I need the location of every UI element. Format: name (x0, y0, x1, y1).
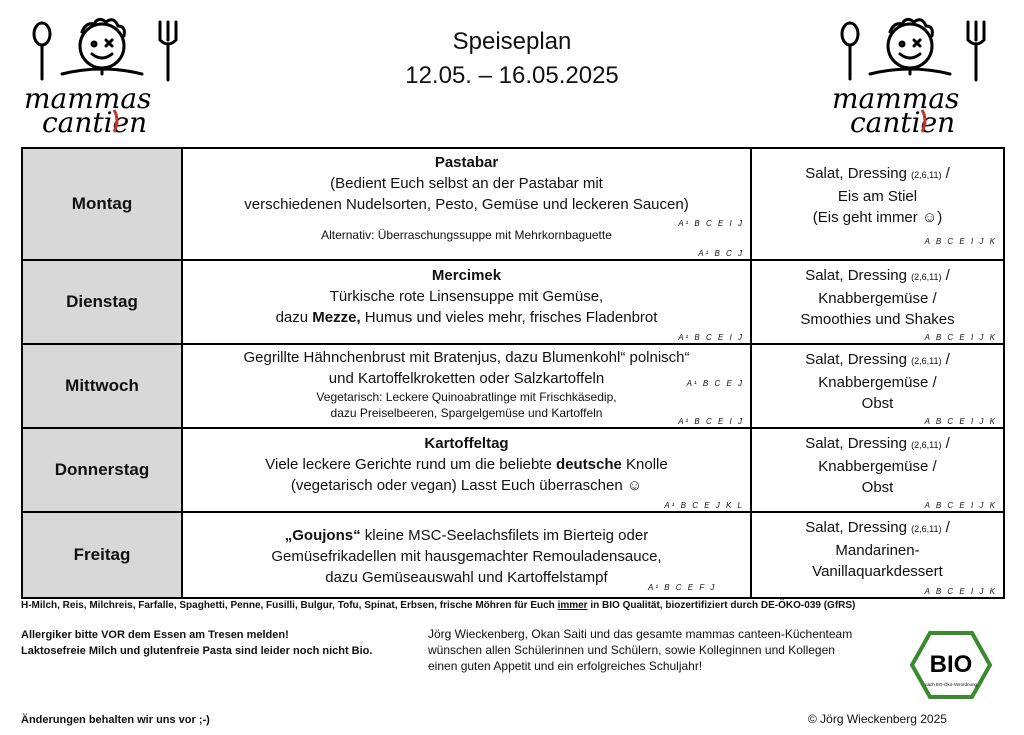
copyright: © Jörg Wieckenberg 2025 (808, 712, 947, 726)
day-label: Dienstag (22, 260, 182, 344)
side-line: Mandarinen- (835, 542, 920, 559)
side-line: Eis am Stiel (837, 188, 918, 205)
allergy-note: Allergiker bitte VOR dem Essen am Tresen melden! Laktosefreie Milch und glutenfreie Pasta sind leider noch nicht Bio. (21, 629, 373, 657)
date-range: 12.05. – 16.05.2025 (405, 62, 619, 89)
table-row (22, 148, 1004, 260)
logo-left (22, 14, 182, 136)
mammas-cantien-logo-icon (22, 14, 182, 136)
additive-codes: (2,6,11) (911, 170, 942, 180)
day-label: Mittwoch (22, 344, 182, 428)
table-row (22, 344, 1004, 428)
side-line: Salat, Dressing (2,6,11) / (805, 519, 950, 536)
svg-text:mammas: mammas (24, 82, 152, 115)
bio-seal (910, 630, 992, 700)
additive-codes: (2,6,11) (911, 440, 942, 450)
main-dish-cell (182, 344, 751, 428)
side-dish-cell (751, 148, 1004, 260)
day-label: Donnerstag (22, 428, 182, 512)
allergen-codes: A¹ B C E J K L (664, 501, 744, 510)
dish-line: Gegrillte Hähnchenbrust mit Bratenjus, dazu Blumenkohl“ polnisch“ (243, 349, 690, 366)
side-line: Vanillaquarkdessert (812, 563, 943, 580)
side-line: Salat, Dressing (2,6,11) / (805, 267, 950, 284)
additive-codes: (2,6,11) (911, 272, 942, 282)
dish-line: (vegetarisch oder vegan) Lasst Euch überraschen ☺ (290, 477, 643, 494)
dish-line: Gemüsefrikadellen mit hausgemachter Remouladensauce, (271, 548, 662, 565)
dish-line: Viele leckere Gerichte rund um die beliebte deutsche Knolle (265, 456, 668, 473)
main-dish-cell (182, 428, 751, 512)
page-title: Speiseplan (452, 28, 572, 55)
allergen-codes: A¹ B C E I J (678, 219, 744, 228)
allergen-codes: A B C E I J K (924, 333, 997, 342)
side-line: Salat, Dressing (2,6,11) / (805, 435, 950, 452)
vegetarian-line: Vegetarisch: Leckere Quinoabratlinge mit Frischkäsedip, (316, 390, 617, 404)
dish-line: verschiedenen Nudelsorten, Pesto, Gemüse und leckeren Saucen) (244, 196, 689, 213)
dish-line: und Kartoffelkroketten oder Salzkartoffeln (328, 370, 605, 387)
menu-table (21, 147, 1005, 599)
side-dish-cell (751, 428, 1004, 512)
side-line: Salat, Dressing (2,6,11) / (805, 351, 950, 368)
svg-text:nach EG-Öko-Verordnung: nach EG-Öko-Verordnung (924, 682, 978, 687)
allergen-codes: A¹ B C E F J (648, 583, 717, 592)
svg-text:cantien: cantien (850, 106, 956, 136)
table-row (22, 428, 1004, 512)
dish-line: Türkische rote Linsensuppe mit Gemüse, (329, 288, 604, 305)
table-row (22, 260, 1004, 344)
day-label: Freitag (22, 512, 182, 598)
mammas-cantien-logo-icon (830, 14, 990, 136)
dish-title: Kartoffeltag (424, 435, 509, 452)
vegetarian-line: dazu Preiselbeeren, Spargelgemüse und Kartoffeln (330, 406, 603, 420)
side-line: Knabbergemüse / (818, 374, 937, 391)
additive-codes: (2,6,11) (911, 356, 942, 366)
side-line: Smoothies und Shakes (800, 311, 955, 328)
alternative-dish: Alternativ: Überraschungssuppe mit Mehrkornbaguette (321, 228, 612, 242)
bio-seal-icon (910, 630, 992, 700)
changes-note: Änderungen behalten wir uns vor ;-) (21, 714, 210, 726)
dish-line: „Goujons“ kleine MSC-Seelachsfilets im Bierteig oder (284, 527, 649, 544)
allergen-codes: A¹ B C J (698, 249, 744, 258)
additive-codes: (2,6,11) (911, 524, 942, 534)
side-line: Obst (861, 479, 894, 496)
main-dish-cell (182, 148, 751, 260)
side-line: Salat, Dressing (2,6,11) / (805, 165, 950, 182)
side-dish-cell (751, 344, 1004, 428)
dish-title: Pastabar (434, 154, 499, 171)
allergen-codes: A B C E I J K (924, 417, 997, 426)
svg-text:cantien: cantien (42, 106, 148, 136)
team-greeting: Jörg Wieckenberg, Okan Saiti und das gesamte mammas canteen-Küchenteam wünschen allen Schülerinnen und Schülern, sowie Kolleginnen und Kollegen einen guten Appetit und ein erfolgreiches Schuljahr! (428, 627, 853, 673)
dish-line: (Bedient Euch selbst an der Pastabar mit (330, 175, 603, 192)
day-label: Montag (22, 148, 182, 260)
side-line: Obst (861, 395, 894, 412)
logo-right (830, 14, 990, 136)
allergen-codes: A B C E I J K (924, 587, 997, 596)
side-dish-cell (751, 512, 1004, 598)
allergen-codes: A¹ B C E J (686, 379, 744, 388)
svg-text:BIO: BIO (929, 651, 973, 678)
side-dish-cell (751, 260, 1004, 344)
side-line: Knabbergemüse / (818, 290, 937, 307)
dish-line: dazu Mezze, Humus und vieles mehr, frisches Fladenbrot (275, 309, 658, 326)
svg-text:mammas: mammas (832, 82, 960, 115)
bio-note: H-Milch, Reis, Milchreis, Farfalle, Spaghetti, Penne, Fusilli, Bulgur, Tofu, Spinat, Erbsen, frische Möhren für Euch immer in BIO Qualität, biozertifiziert durch DE-ÖKO-039 (GfRS) (21, 600, 856, 611)
allergen-codes: A¹ B C E I J (678, 417, 744, 426)
allergen-codes: A B C E I J K (924, 237, 997, 246)
side-line: Knabbergemüse / (818, 458, 937, 475)
dish-title: Mercimek (431, 267, 502, 284)
dish-line: dazu Gemüseauswahl und Kartoffelstampf (325, 569, 608, 586)
side-line: (Eis geht immer ☺) (812, 209, 943, 226)
main-dish-cell (182, 260, 751, 344)
main-dish-cell (182, 512, 751, 598)
allergen-codes: A B C E I J K (924, 501, 997, 510)
table-row (22, 512, 1004, 598)
allergen-codes: A¹ B C E I J (678, 333, 744, 342)
